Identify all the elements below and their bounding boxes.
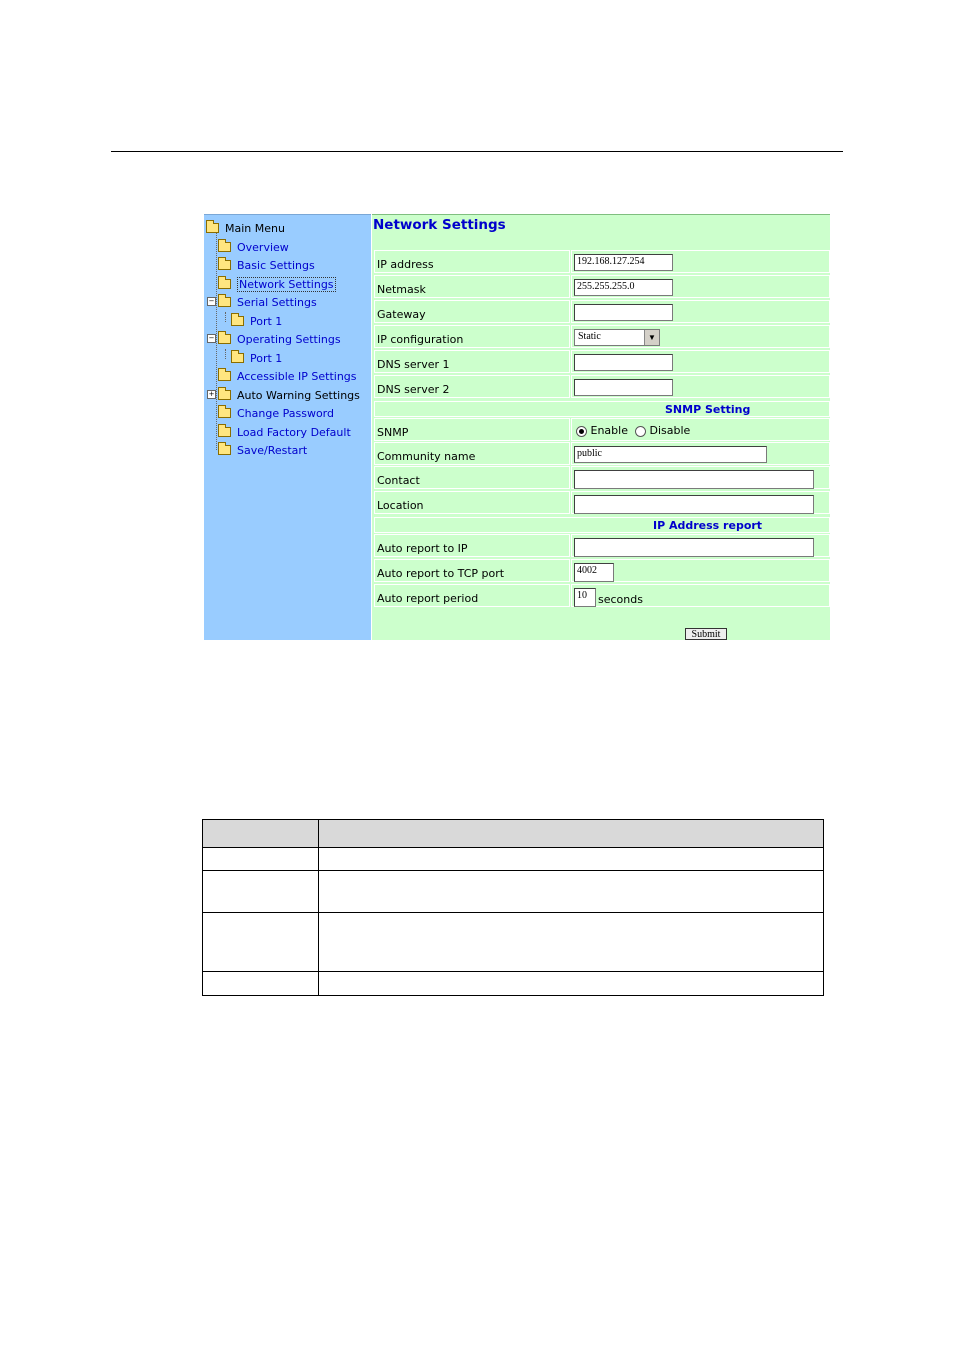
sidebar-item-label: Serial Settings [237, 295, 317, 309]
community-row [374, 442, 830, 465]
gateway-cell [571, 300, 830, 323]
tree-line [225, 312, 226, 322]
community-label: Community name [374, 442, 570, 465]
dns1-label: DNS server 1 [374, 350, 570, 373]
netmask-row [374, 275, 830, 298]
contact-label: Contact [374, 466, 570, 489]
folder-icon [218, 371, 231, 381]
table-row [203, 972, 824, 996]
sidebar-item-label: Load Factory Default [237, 425, 351, 439]
folder-icon [231, 316, 244, 326]
auto-report-period-cell [571, 584, 830, 607]
location-label: Location [374, 491, 570, 514]
table-cell [203, 871, 319, 913]
ip-report-section-title: IP Address report [653, 519, 763, 532]
sidebar-root-label: Main Menu [225, 221, 285, 235]
sidebar-item-overview[interactable] [218, 239, 289, 255]
snmp-radio-group [576, 424, 690, 437]
open-folder-icon [206, 223, 219, 233]
page-title: Network Settings [373, 217, 506, 233]
folder-icon [231, 353, 244, 363]
contact-row [374, 466, 830, 489]
collapse-icon[interactable]: − [208, 297, 215, 305]
location-row [374, 491, 830, 514]
sidebar-item-label: Accessible IP Settings [237, 369, 357, 383]
submit-button[interactable]: Submit [685, 628, 727, 640]
table-header-row [203, 820, 824, 848]
ip-address-input[interactable]: 192.168.127.254 [574, 254, 673, 271]
auto-report-period-input[interactable]: 10 [574, 588, 596, 607]
ip-address-label: IP address [374, 250, 570, 273]
sidebar-item-label: Port 1 [250, 351, 283, 365]
ip-config-select[interactable] [574, 329, 660, 346]
table-cell [203, 913, 319, 972]
snmp-section-title: SNMP Setting [665, 403, 751, 416]
table-cell [319, 848, 824, 871]
netmask-cell [571, 275, 830, 298]
dns2-input[interactable] [574, 379, 673, 396]
sidebar-item-basic-settings[interactable] [218, 257, 315, 273]
dns1-input[interactable] [574, 354, 673, 371]
contact-input[interactable] [574, 470, 814, 489]
table-cell [319, 972, 824, 996]
network-settings-screenshot [204, 214, 830, 639]
ip-config-value: Static [578, 331, 601, 342]
snmp-disable-radio[interactable] [635, 426, 646, 437]
tree-line [225, 349, 226, 359]
sidebar-item-accessible-ip[interactable] [218, 368, 357, 384]
dns1-row [374, 350, 830, 373]
auto-report-ip-label: Auto report to IP [374, 534, 570, 557]
folder-icon [218, 390, 231, 400]
sidebar-item-load-factory-default[interactable] [218, 424, 351, 440]
sidebar-item-label: Save/Restart [237, 443, 308, 457]
netmask-label: Netmask [374, 275, 570, 298]
gateway-input[interactable] [574, 304, 673, 321]
dns2-row [374, 375, 830, 398]
ip-config-row [374, 325, 830, 348]
auto-report-port-input[interactable]: 4002 [574, 563, 614, 582]
auto-report-period-row [374, 584, 830, 607]
parameter-table [202, 819, 824, 996]
sidebar-item-change-password[interactable] [218, 405, 334, 421]
folder-icon [218, 260, 231, 270]
table-cell [203, 972, 319, 996]
dns2-label: DNS server 2 [374, 375, 570, 398]
table-cell [319, 913, 824, 972]
settings-panel [372, 214, 830, 640]
sidebar-root[interactable] [206, 220, 285, 236]
netmask-input[interactable]: 255.255.255.0 [574, 279, 673, 296]
auto-report-port-row [374, 559, 830, 582]
table-row [203, 848, 824, 871]
auto-report-period-unit: seconds [598, 593, 643, 606]
snmp-cell [571, 418, 830, 441]
snmp-section-header [374, 401, 830, 417]
auto-report-ip-row [374, 534, 830, 557]
ip-config-label: IP configuration [374, 325, 570, 348]
snmp-label: SNMP [374, 418, 570, 441]
open-folder-icon [218, 334, 231, 344]
ip-address-cell [571, 250, 830, 273]
tree-line [216, 230, 217, 450]
collapse-icon[interactable]: − [208, 334, 215, 342]
location-cell [571, 491, 830, 514]
snmp-enable-label: Enable [590, 424, 628, 437]
location-input[interactable] [574, 495, 814, 514]
dns1-cell [571, 350, 830, 373]
sidebar-item-label: Network Settings [239, 277, 334, 291]
ip-config-cell [571, 325, 830, 348]
ip-address-row [374, 250, 830, 273]
sidebar-item-operating-port-1[interactable] [231, 350, 282, 366]
table-header-cell [203, 820, 319, 848]
sidebar-item-operating-settings[interactable] [218, 331, 341, 347]
table-row [203, 913, 824, 972]
dns2-cell [571, 375, 830, 398]
expand-icon[interactable]: + [208, 390, 215, 398]
open-folder-icon [218, 297, 231, 307]
sidebar-item-label: Basic Settings [237, 258, 315, 272]
ip-report-section-header [374, 517, 830, 533]
table-header-cell [319, 820, 824, 848]
snmp-enable-radio[interactable] [576, 426, 587, 437]
sidebar-item-label: Port 1 [250, 314, 283, 328]
sidebar-item-auto-warning[interactable] [218, 387, 360, 403]
folder-icon [218, 242, 231, 252]
snmp-row [374, 418, 830, 441]
folder-icon [218, 427, 231, 437]
table-cell [319, 871, 824, 913]
sidebar-item-label: Operating Settings [237, 332, 341, 346]
gateway-label: Gateway [374, 300, 570, 323]
table-cell [203, 848, 319, 871]
folder-icon [218, 445, 231, 455]
folder-icon [218, 279, 231, 289]
sidebar-menu [204, 214, 371, 640]
auto-report-ip-cell [571, 534, 830, 557]
sidebar-item-serial-settings[interactable] [218, 294, 317, 310]
folder-icon [218, 408, 231, 418]
sidebar-item-label: Change Password [237, 406, 334, 420]
sidebar-item-serial-port-1[interactable] [231, 313, 282, 329]
auto-report-ip-input[interactable] [574, 538, 814, 557]
header-rule [111, 151, 843, 152]
sidebar-item-save-restart[interactable] [218, 442, 307, 458]
auto-report-port-label: Auto report to TCP port [374, 559, 570, 582]
auto-report-port-cell [571, 559, 830, 582]
snmp-disable-label: Disable [649, 424, 691, 437]
auto-report-period-label: Auto report period [374, 584, 570, 607]
community-cell [571, 442, 830, 465]
sidebar-item-label: Auto Warning Settings [237, 388, 360, 402]
table-row [203, 871, 824, 913]
chevron-down-icon[interactable]: ▼ [644, 330, 659, 345]
sidebar-item-label: Overview [237, 240, 289, 254]
contact-cell [571, 466, 830, 489]
submit-row [374, 610, 830, 640]
gateway-row [374, 300, 830, 323]
community-input[interactable]: public [574, 446, 767, 463]
sidebar-item-network-settings[interactable] [218, 276, 336, 292]
